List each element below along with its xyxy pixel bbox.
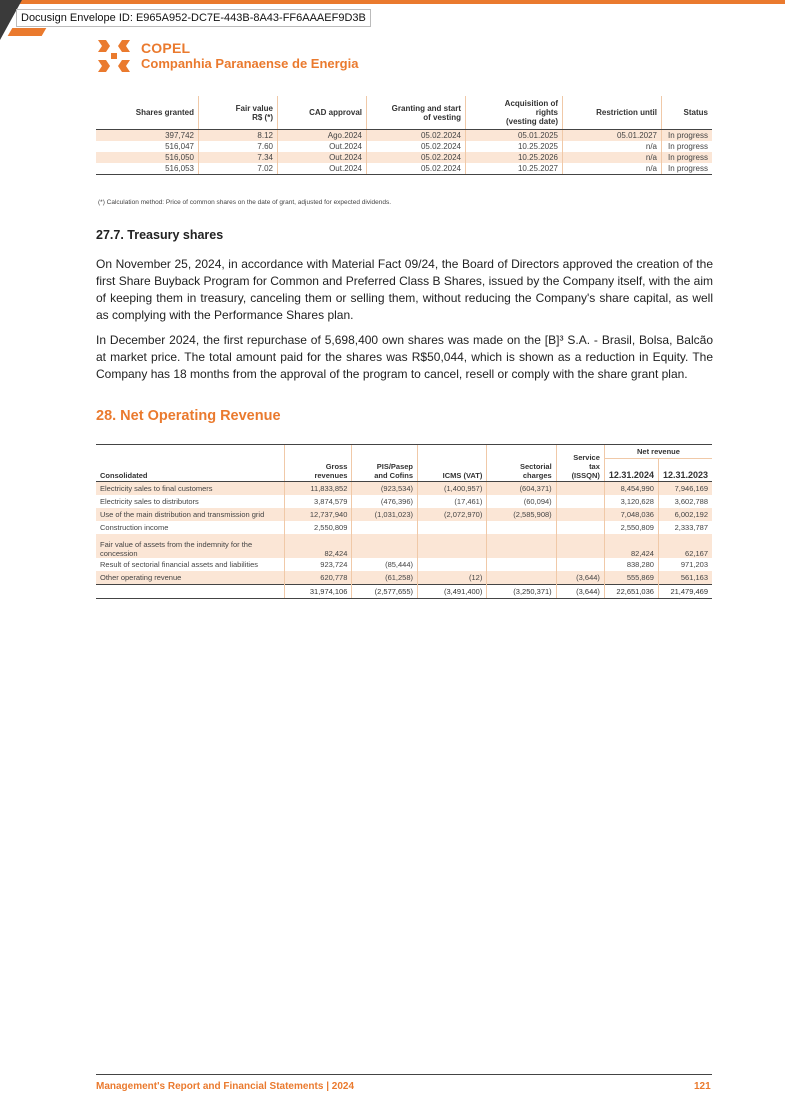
cell: (17,461)	[418, 495, 487, 508]
cell: 555,869	[604, 571, 658, 585]
cell: (3,491,400)	[418, 585, 487, 599]
row-label: Other operating revenue	[96, 571, 284, 585]
table-row	[96, 508, 712, 521]
cell	[487, 534, 556, 558]
cell: (3,250,371)	[487, 585, 556, 599]
cell: 2,550,809	[604, 521, 658, 534]
docusign-envelope-id: Docusign Envelope ID: E965A952-DC7E-443B-8A43-FF6AAAEF9D3B	[16, 9, 371, 27]
cell: 6,002,192	[658, 508, 712, 521]
footer-title: Management's Report and Financial Statements | 2024	[96, 1081, 355, 1092]
cell: 2,333,787	[658, 521, 712, 534]
cell: 397,742	[96, 130, 199, 142]
cell: Out.2024	[278, 141, 367, 152]
col-cad-approval: CAD approval	[278, 96, 367, 130]
cell: (2,585,908)	[487, 508, 556, 521]
cell: 8.12	[199, 130, 278, 142]
col-status: Status	[662, 96, 713, 130]
cell: 516,047	[165, 142, 194, 151]
table-row	[96, 482, 712, 496]
table-row	[96, 558, 712, 571]
col-sectorial-charges: Sectorial charges	[487, 445, 556, 482]
cell	[418, 521, 487, 534]
col-fair-value: Fair value R$ (*)	[199, 96, 278, 130]
cell	[487, 521, 556, 534]
cell: (85,444)	[352, 558, 418, 571]
col-2023: 12.31.2023	[658, 459, 712, 482]
top-accent-bar	[0, 0, 785, 4]
table-row	[96, 152, 712, 163]
cell: 05.02.2024	[367, 163, 466, 175]
brand-name: COPEL	[141, 40, 191, 56]
cell: (61,258)	[352, 571, 418, 585]
cell: 05.02.2024	[367, 130, 466, 142]
treasury-shares-paragraph-2: In December 2024, the first repurchase of 5,698,400 own shares was made on the [B]³ S.A. - Brasil, Bolsa, Balcão at market price. The total amount paid for the shares was R$50,044, which is shown as a reduction in Equity. The Company has 18 months from the approval of the program to cancel, resell or comply with the share grant plan.	[96, 333, 713, 381]
cell: n/a	[563, 163, 662, 175]
cell: 7.60	[199, 141, 278, 152]
cell	[352, 521, 418, 534]
cell	[556, 558, 604, 571]
col-2024: 12.31.2024	[604, 459, 658, 482]
cell: (923,534)	[352, 482, 418, 496]
row-label: Result of sectorial financial assets and liabilities	[100, 560, 258, 569]
col-acquisition-rights: Acquisition of rights (vesting date)	[466, 96, 563, 130]
cell: 82,424	[284, 534, 351, 558]
col-consolidated: Consolidated	[96, 445, 284, 482]
col-shares-granted: Shares granted	[96, 96, 199, 130]
footer-rule	[96, 1074, 712, 1075]
cell: 10.25.2027	[466, 163, 563, 175]
cell: 05.01.2027	[563, 130, 662, 142]
cell: 3,602,788	[658, 495, 712, 508]
table-row	[96, 130, 712, 142]
col-granting-start: Granting and start of vesting	[367, 96, 466, 130]
table-row	[96, 521, 712, 534]
table-row	[96, 534, 712, 558]
corner-decoration-orange	[8, 28, 47, 36]
cell: Ago.2024	[278, 130, 367, 142]
cell: (2,072,970)	[418, 508, 487, 521]
cell: (2,577,655)	[352, 585, 418, 599]
cell: 620,778	[284, 571, 351, 585]
cell	[487, 558, 556, 571]
cell: 3,120,628	[604, 495, 658, 508]
cell: 7,048,036	[604, 508, 658, 521]
table-row	[96, 571, 712, 585]
col-net-revenue: Net revenue	[604, 445, 712, 459]
cell: In progress	[662, 141, 713, 152]
page-number: 121	[694, 1081, 711, 1092]
cell: 923,724	[284, 558, 351, 571]
shares-granted-table	[96, 96, 712, 175]
cell: 12,737,940	[284, 508, 351, 521]
cell: 62,167	[658, 534, 712, 558]
row-label: Electricity sales to final customers	[96, 482, 284, 496]
cell: (1,031,023)	[352, 508, 418, 521]
cell	[556, 534, 604, 558]
cell: 838,280	[604, 558, 658, 571]
cell: 2,550,809	[284, 521, 351, 534]
cell: 21,479,469	[658, 585, 712, 599]
cell: 05.02.2024	[367, 152, 466, 163]
shares-table-footnote: (*) Calculation method: Price of common shares on the date of grant, adjusted for expected dividends.	[98, 199, 392, 206]
cell: (3,644)	[556, 585, 604, 599]
cell: 10.25.2026	[466, 152, 563, 163]
section-28-title: 28. Net Operating Revenue	[96, 408, 281, 424]
row-label: Fair value of assets from the indemnity for the concession	[96, 534, 284, 558]
cell: (60,094)	[487, 495, 556, 508]
cell	[487, 571, 556, 585]
cell: 11,833,852	[284, 482, 351, 496]
total-label	[96, 585, 284, 599]
cell: 10.25.2025	[466, 141, 563, 152]
cell: In progress	[662, 152, 713, 163]
cell	[418, 558, 487, 571]
cell: 971,203	[658, 558, 712, 571]
cell: 516,050	[96, 152, 199, 163]
col-service-tax: Service tax (ISSQN)	[556, 445, 604, 482]
cell: 7.02	[199, 163, 278, 175]
table-row	[96, 163, 712, 175]
revenue-table-header-top	[96, 445, 712, 459]
cell: 31,974,106	[284, 585, 351, 599]
cell: Out.2024	[278, 163, 367, 175]
col-pis-cofins: PIS/Pasep and Cofins	[352, 445, 418, 482]
cell: (604,371)	[487, 482, 556, 496]
cell: 8,454,990	[604, 482, 658, 496]
net-operating-revenue-table	[96, 444, 712, 599]
cell: 3,874,579	[284, 495, 351, 508]
cell: 516,053	[96, 163, 199, 175]
row-label: Construction income	[100, 523, 169, 532]
cell: n/a	[563, 141, 662, 152]
cell: In progress	[662, 130, 713, 142]
copel-logo-icon	[96, 38, 132, 74]
cell	[556, 482, 604, 496]
cell	[556, 521, 604, 534]
row-label: Use of the main distribution and transmission grid	[96, 508, 284, 521]
cell: 82,424	[604, 534, 658, 558]
col-gross-revenues: Gross revenues	[284, 445, 351, 482]
section-27-7-title: 27.7. Treasury shares	[96, 228, 224, 242]
cell: n/a	[563, 152, 662, 163]
cell: 561,163	[658, 571, 712, 585]
cell	[556, 495, 604, 508]
table-row	[96, 141, 712, 152]
brand-fullname: Companhia Paranaense de Energia	[141, 56, 359, 71]
col-icms: ICMS (VAT)	[418, 445, 487, 482]
cell: (476,396)	[352, 495, 418, 508]
cell	[418, 534, 487, 558]
cell: 05.01.2025	[466, 130, 563, 142]
table-total-row	[96, 585, 712, 599]
table-row	[96, 495, 712, 508]
cell: (1,400,957)	[418, 482, 487, 496]
cell: (3,644)	[556, 571, 604, 585]
cell: (12)	[418, 571, 487, 585]
cell	[556, 508, 604, 521]
row-label: Electricity sales to distributors	[100, 497, 199, 506]
cell: 7.34	[199, 152, 278, 163]
cell: 05.02.2024	[367, 141, 466, 152]
cell: 22,651,036	[604, 585, 658, 599]
shares-table-header	[96, 96, 712, 130]
cell	[352, 534, 418, 558]
cell: In progress	[662, 163, 713, 175]
treasury-shares-paragraph-1: On November 25, 2024, in accordance with Material Fact 09/24, the Board of Directors approved the creation of the first Share Buyback Program for Common and Preferred Class B Shares, issued by the Company itself, with the aim of keeping them in treasury, canceling them or selling them, without reducing the Company's share capital, as well as complying with the Performance Shares plan.	[96, 257, 713, 322]
cell: 7,946,169	[658, 482, 712, 496]
col-restriction-until: Restriction until	[563, 96, 662, 130]
cell: Out.2024	[278, 152, 367, 163]
